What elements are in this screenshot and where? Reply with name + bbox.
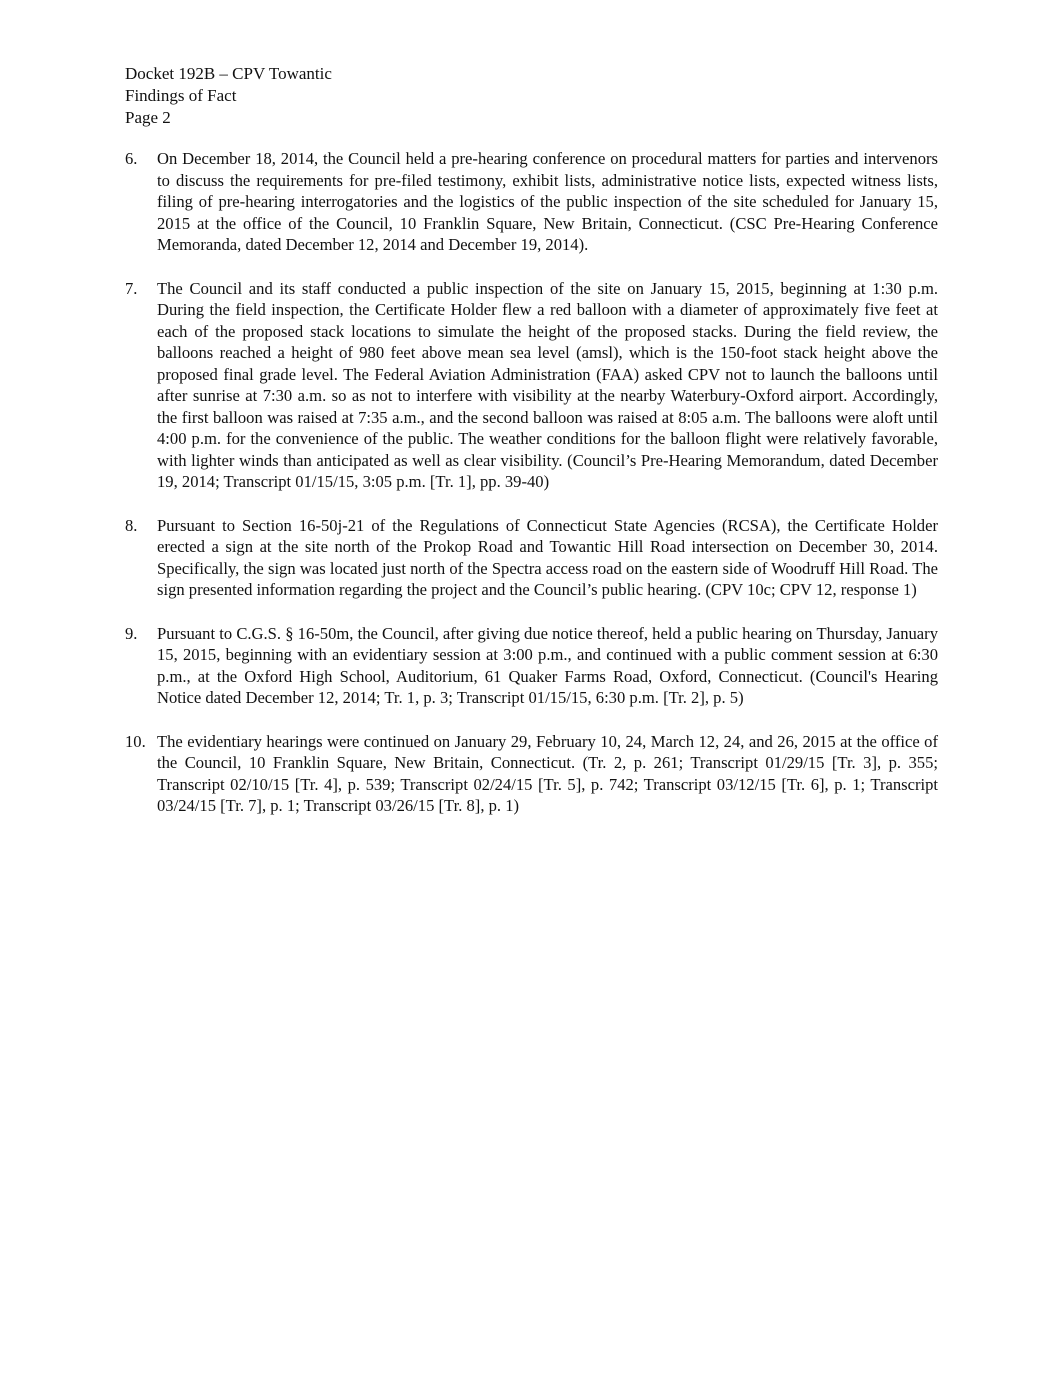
docket-line: Docket 192B – CPV Towantic	[125, 64, 332, 83]
page-header	[125, 63, 332, 129]
finding-item	[125, 148, 938, 256]
finding-number: 10.	[125, 731, 146, 751]
finding-number: 9.	[125, 623, 138, 643]
finding-text: Pursuant to C.G.S. § 16-50m, the Council, after giving due notice thereof, held a public hearing on Thursday, January 15, 2015, beginning with an evidentiary session at 3:00 p.m., and continued with a public comment session at 6:30 p.m., at the Oxford High School, Auditorium, 61 Quaker Farms Road, Oxford, Connecticut. (Council's Hearing Notice dated December 12, 2014; Tr. 1, p. 3; Transcript 01/15/15, 6:30 p.m. [Tr. 2], p. 5)	[157, 623, 938, 707]
finding-number: 8.	[125, 515, 138, 535]
finding-item	[125, 731, 938, 817]
finding-item	[125, 278, 938, 493]
document-title: Findings of Fact	[125, 86, 237, 105]
finding-item	[125, 623, 938, 709]
page-number: Page 2	[125, 108, 171, 127]
finding-text: On December 18, 2014, the Council held a pre-hearing conference on procedural matters for parties and intervenors to discuss the requirements for pre-filed testimony, exhibit lists, administrative notice lists, expected witness lists, filing of pre-hearing interrogatories and the logistics of the public inspection of the site scheduled for January 15, 2015 at the office of the Council, 10 Franklin Square, New Britain, Connecticut. (CSC Pre-Hearing Conference Memoranda, dated December 12, 2014 and December 19, 2014).	[157, 149, 938, 254]
finding-number: 6.	[125, 149, 138, 168]
finding-number: 7.	[125, 278, 138, 298]
findings-list	[125, 148, 938, 839]
finding-item	[125, 515, 938, 601]
finding-text: The Council and its staff conducted a public inspection of the site on January 15, 2015, beginning at 1:30 p.m. During the field inspection, the Certificate Holder flew a red balloon with a diameter of approximately five feet at each of the proposed stack locations to simulate the height of the proposed stacks. During the field review, the balloons reached a height of 980 feet above mean sea level (amsl), which is the 150-foot stack height above the proposed final grade level. The Federal Aviation Administration (FAA) asked CPV not to launch the balloons until after sunrise at 7:30 a.m. so as not to interfere with visibility at the nearby Waterbury-Oxford airport. Accordingly, the first balloon was raised at 7:35 a.m., and the second balloon was raised at 8:05 a.m. The balloons were aloft until 4:00 p.m. for the convenience of the public. The weather conditions for the balloon flight were relatively favorable, with lighter winds than anticipated as well as clear visibility. (Council’s Pre-Hearing Memorandum, dated December 19, 2014; Transcript 01/15/15, 3:05 p.m. [Tr. 1], pp. 39-40)	[157, 278, 938, 491]
finding-text: The evidentiary hearings were continued on January 29, February 10, 24, March 12, 24, and 26, 2015 at the office of the Council, 10 Franklin Square, New Britain, Connecticut. (Tr. 2, p. 261; Transcript 01/29/15 [Tr. 3], p. 355; Transcript 02/10/15 [Tr. 4], p. 539; Transcript 02/24/15 [Tr. 5], p. 742; Transcript 03/12/15 [Tr. 6], p. 1; Transcript 03/24/15 [Tr. 7], p. 1; Transcript 03/26/15 [Tr. 8], p. 1)	[157, 731, 938, 815]
finding-text: Pursuant to Section 16-50j-21 of the Regulations of Connecticut State Agencies (RCSA), the Certificate Holder erected a sign at the site north of the Prokop Road and Towantic Hill Road intersection on December 30, 2014. Specifically, the sign was located just north of the Spectra access road on the eastern side of Woodruff Hill Road. The sign presented information regarding the project and the Council’s public hearing. (CPV 10c; CPV 12, response 1)	[157, 515, 938, 599]
